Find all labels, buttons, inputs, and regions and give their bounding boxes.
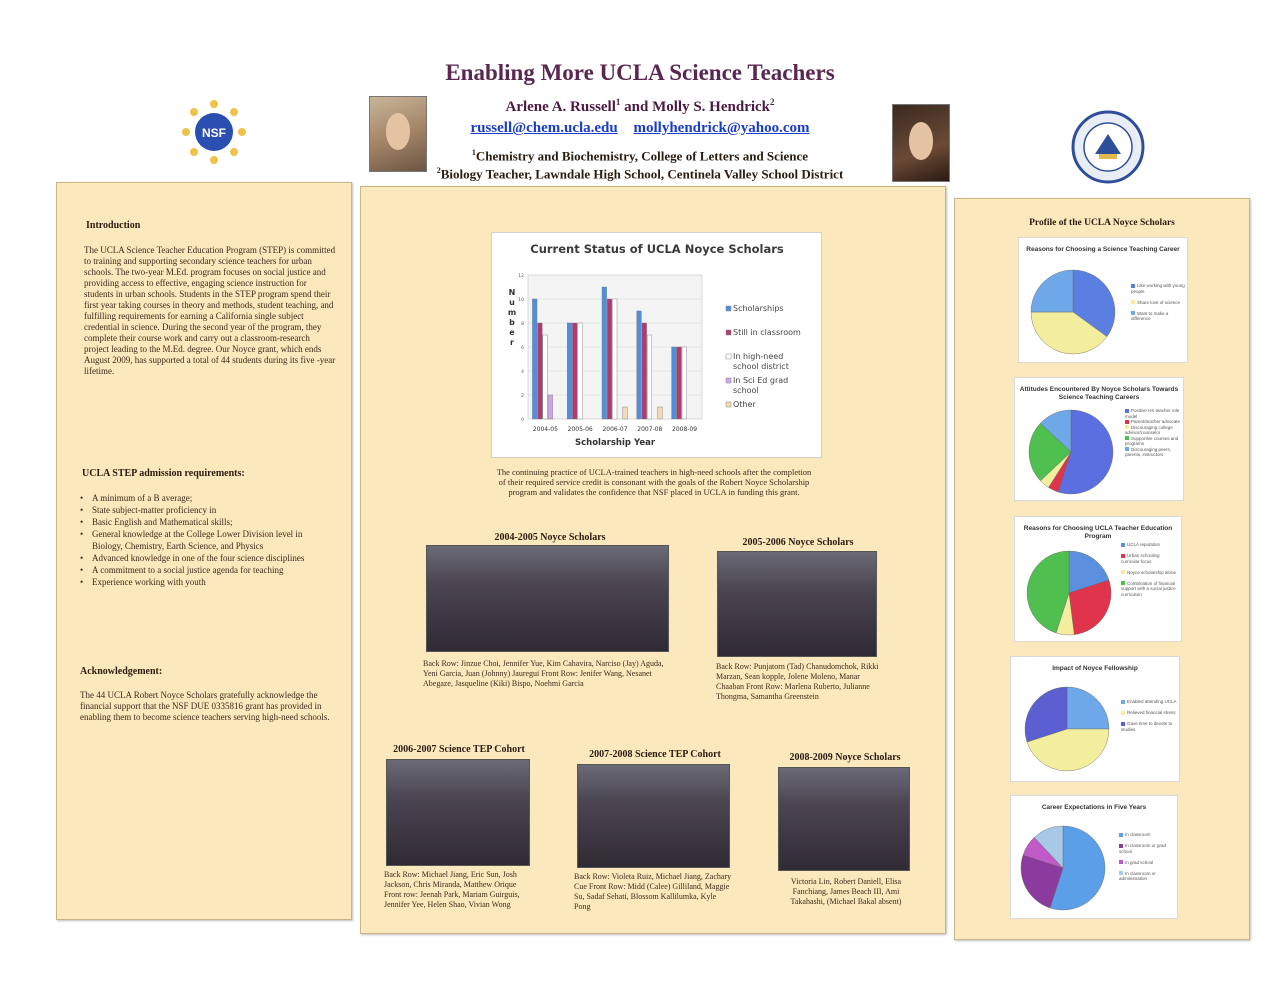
legend-item: Discouraging peers, parents, instructors (1125, 446, 1172, 457)
legend-item: Supportive courses and programs (1125, 435, 1179, 446)
pie-legend (1119, 832, 1177, 882)
intro-heading: Introduction (86, 220, 141, 231)
legend-label: In Sci Ed grad school (733, 376, 789, 395)
legend-item: Combination of financial support with a social justice curriculum (1121, 580, 1176, 597)
group-2006-names: Back Row: Michael Jiang, Eric Sun, Josh Jackson, Chris Miranda, Matthew Orique Front row: Jeenah Park, Mariam Guirguis, Jennifer Yee, Helen Shao, Vivian Wong (384, 870, 520, 909)
bar (647, 335, 652, 419)
profile-card-title: Attitudes Encountered By Noyce Scholars Towards Science Teaching Careers (1019, 386, 1179, 401)
bar (677, 347, 682, 419)
y-axis-label-letter: b (509, 318, 515, 327)
requirements-heading: UCLA STEP admission requirements: (82, 468, 245, 479)
bar (572, 323, 577, 419)
affiliation-1-text: Chemistry and Biochemistry, College of Letters and Science (475, 148, 809, 164)
list-item: • Advanced knowledge in one of the four science disciplines (80, 552, 330, 564)
legend-item: Positive HS teacher role model (1125, 408, 1180, 419)
legend-item: Gave time to devote to studies (1121, 721, 1173, 732)
profile-card-impact (1010, 656, 1180, 782)
status-chart (491, 232, 822, 458)
y-axis-label-letter: r (510, 338, 514, 347)
group-2005-title: 2005-2006 Noyce Scholars (742, 537, 854, 548)
legend-item: In classroom or administration (1119, 870, 1156, 881)
pie-legend (1131, 283, 1185, 322)
legend-item: In classroom (1119, 832, 1177, 838)
legend-swatch (726, 306, 731, 311)
y-axis-label-letter: u (509, 298, 515, 307)
profile-card-attitudes (1014, 377, 1184, 501)
career-reasons-pie (1023, 262, 1123, 362)
legend-swatch (726, 378, 731, 383)
profile-card-title: Reasons for Choosing a Science Teaching Career (1026, 246, 1180, 253)
pie-slice (1031, 270, 1073, 312)
bar (548, 395, 553, 419)
bar (538, 323, 543, 419)
list-item: • Basic English and Mathematical skills; (80, 516, 330, 528)
profile-card-title: Impact of Noyce Fellowship (1052, 665, 1138, 672)
affiliation-2-sup: 2 (436, 166, 441, 175)
legend-item: In grad school (1119, 860, 1177, 866)
group-2005-names: Back Row: Punjatorn (Tad) Chanudomchok, Rikki Marzan, Sean kopple, Jolene Moleno, Manar Chaaban Front Row: Marlena Ruberto, Julianne Thongma, Samantha Greenstein (716, 662, 879, 701)
chart-caption: The continuing practice of UCLA-trained teachers in high-need schools after the completion of their required service credit is consonant with the goals of the Robert Noyce Scholarship program and validates the confidence that NSF placed in UCLA in funding this grant. (496, 467, 812, 497)
legend-item: Relieved financial stress (1121, 710, 1177, 716)
legend-label: In high-need school district (733, 352, 789, 371)
bar (623, 407, 628, 419)
legend-item: Share love of science (1131, 300, 1185, 306)
pie-legend (1125, 408, 1181, 458)
legend-item: Discouraging college advisor/counselor (1125, 424, 1173, 435)
y-tick-label: 4 (521, 370, 524, 375)
legend-item: Urban schooling curricular focus (1121, 553, 1160, 564)
group-2007-names: Back Row: Violeta Ruiz, Michael Jiang, Zachary Cue Front Row: Midd (Calee) Gilliland, Maggie Su, Sadaf Sehati, Blossom Kallilumka, Kyle Pong (574, 872, 732, 911)
impact-pie (1017, 679, 1117, 779)
group-2004-photo (426, 545, 669, 652)
expectations-pie (1013, 818, 1113, 918)
group-2008-names: Victoria Lin, Robert Daniell, Elisa Fanchiang, James Beach III, Ami Takahashi, (Michael Bakal absent) (790, 877, 902, 906)
legend-item: Want to make a difference (1131, 310, 1169, 321)
list-item: • A commitment to a social justice agenda for teaching (80, 564, 330, 576)
y-tick-label: 8 (521, 322, 524, 327)
bar (672, 347, 677, 419)
pie-legend (1121, 542, 1179, 597)
attitudes-pie (1021, 402, 1121, 502)
email-link-hendrick[interactable]: mollyhendrick@yahoo.com (633, 120, 810, 136)
author-1-photo (369, 96, 427, 172)
nsf-logo-icon (180, 98, 248, 166)
bar (602, 287, 607, 419)
group-2004-names: Back Row: Jinzue Choi, Jennifer Yue, Kim Cahavira, Narciso (Jay) Aguda, Yeni Garcia, Juan (Johnny) Jauregui Front Row: Jenifer Wang, Nesanet Abegaze, Jasqueline (Kiki) Bispo, Noehmi Garcia (423, 659, 664, 688)
legend-label: Other (733, 400, 756, 409)
legend-label: Scholarships (733, 304, 784, 313)
email-link-russell[interactable]: russell@chem.ucla.edu (470, 120, 618, 136)
requirements-list (80, 492, 330, 588)
poster-title: Enabling More UCLA Science Teachers (445, 60, 835, 85)
group-2006-photo (386, 759, 530, 866)
nsf-logo (180, 98, 248, 166)
y-tick-label: 6 (521, 346, 524, 351)
y-axis-label-letter: N (508, 288, 516, 297)
legend-item: Parent/teacher advocate (1125, 419, 1181, 425)
bar (532, 299, 537, 419)
y-tick-label: 0 (521, 418, 524, 423)
intro-text: The UCLA Science Teacher Education Program (STEP) is committed to training and supporting secondary science teachers for urban schools. The two-year M.Ed. program focuses on social justice and providing access to effective, engaging science instruction for students in urban schools. Students in the STEP program spend their first year taking courses in theory and methods, student teaching, and fulfilling requirements for earning a California single subject credential in science. During the second year of the program, they complete their course work and carry out a classroom-research project leading to the M.Ed. degree. Our Noyce grant, which ends August 2009, has supported a total of 44 students during its five -year lifetime. (84, 245, 336, 376)
legend-item: Enabled attending UCLA (1121, 699, 1177, 705)
x-axis-label: Scholarship Year (574, 438, 656, 448)
legend-swatch (726, 402, 731, 407)
pie-legend (1121, 699, 1177, 732)
x-tick-label: 2006-07 (602, 426, 628, 433)
legend-label: Still in classroom (733, 328, 801, 337)
legend-item: Like working with young people (1131, 283, 1185, 294)
group-2008-title: 2008-2009 Noyce Scholars (789, 752, 901, 763)
y-tick-label: 10 (518, 298, 524, 303)
x-tick-label: 2005-06 (567, 426, 593, 433)
x-tick-label: 2007-08 (637, 426, 663, 433)
uc-seal-icon (1071, 110, 1145, 184)
list-item: • Experience working with youth (80, 576, 330, 588)
affiliation-2-text: Biology Teacher, Lawndale High School, Centinela Valley School District (440, 166, 844, 182)
ucla-program-pie (1019, 543, 1119, 643)
profile-card-ucla-program (1014, 516, 1182, 642)
bar (637, 311, 642, 419)
bar (612, 299, 617, 419)
pie-slice (1067, 687, 1109, 729)
acknowledgement-text: The 44 UCLA Robert Noyce Scholars gratefully acknowledge the financial support that the NSF DUE 0335816 grant has provided in enabling them to become science teachers serving high-need schools. (80, 690, 330, 722)
y-tick-label: 2 (521, 394, 524, 399)
group-2004-title: 2004-2005 Noyce Scholars (494, 532, 606, 543)
list-item: • General knowledge at the College Lower Division level in Biology, Chemistry, Earth Science, and Physics (80, 528, 330, 552)
y-axis-label-letter: m (507, 308, 517, 317)
authors-and: and (624, 99, 649, 115)
legend-swatch (726, 354, 731, 359)
y-axis-label-letter: e (509, 328, 515, 337)
profile-card-expectations (1010, 795, 1178, 919)
group-2005-photo (717, 551, 877, 657)
legend-item: UCLA reputation (1121, 542, 1179, 548)
uc-seal (1071, 110, 1145, 184)
group-2008-photo (778, 767, 910, 871)
bar (658, 407, 663, 419)
profile-card-title: Reasons for Choosing UCLA Teacher Education Program (1023, 525, 1173, 540)
profile-card-career (1018, 237, 1188, 363)
author-1: Arlene A. Russell (505, 99, 616, 115)
group-2006-title: 2006-2007 Science TEP Cohort (393, 744, 525, 755)
x-tick-label: 2008-09 (672, 426, 698, 433)
status-bar-chart (492, 233, 823, 459)
nsf-logo-text: NSF (202, 126, 226, 140)
affiliation-1-sup: 1 (471, 148, 476, 157)
list-item: • A minimum of a B average; (80, 492, 330, 504)
group-2007-title: 2007-2008 Science TEP Cohort (589, 749, 721, 760)
author-2-sup: 2 (770, 97, 775, 107)
legend-swatch (726, 330, 731, 335)
group-2007-photo (577, 764, 730, 868)
bar (607, 299, 612, 419)
author-2-photo (892, 104, 950, 182)
legend-item: Noyce scholarship alone (1121, 570, 1179, 576)
y-tick-label: 12 (518, 274, 524, 279)
author-2: Molly S. Hendrick (652, 99, 771, 115)
bar (567, 323, 572, 419)
bar (682, 347, 687, 419)
author-1-sup: 1 (615, 97, 621, 107)
list-item: • State subject-matter proficiency in (80, 504, 330, 516)
legend-item: In classroom or grad school (1119, 843, 1167, 854)
profile-card-title: Career Expectations in Five Years (1041, 804, 1147, 811)
bar (642, 323, 647, 419)
bar (543, 335, 548, 419)
bar (578, 323, 583, 419)
profile-heading: Profile of the UCLA Noyce Scholars (1029, 218, 1175, 228)
x-tick-label: 2004-05 (532, 426, 558, 433)
chart-title: Current Status of UCLA Noyce Scholars (530, 242, 784, 256)
acknowledgement-heading: Acknowledgement: (80, 666, 163, 677)
